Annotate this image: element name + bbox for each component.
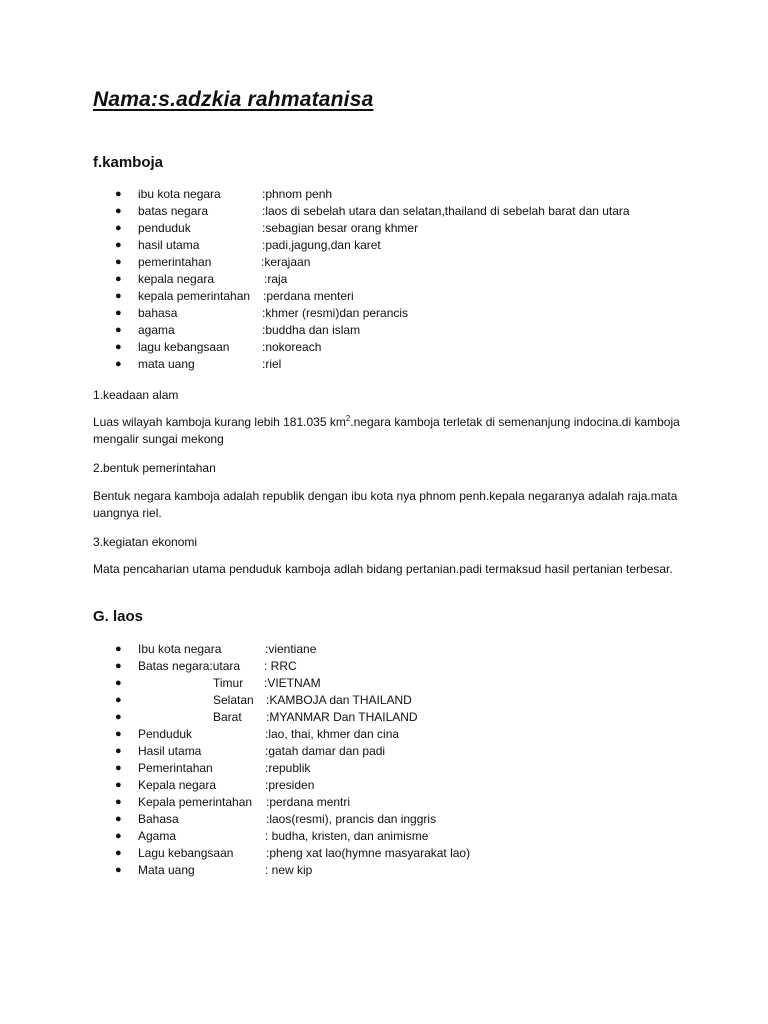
- bullet-icon: ●: [115, 813, 122, 825]
- bullet-icon: ●: [115, 307, 122, 319]
- bullet-icon: ●: [115, 779, 122, 791]
- bullet-icon: ●: [115, 643, 122, 655]
- bullet-icon: ●: [115, 290, 122, 302]
- paragraph-bentuk-pemerintahan: Bentuk negara kamboja adalah republik dengan ibu kota nya phnom penh.kepala negaranya adalah raja.mata uangnya riel.: [93, 489, 678, 520]
- document-title: Nama:s.adzkia rahmatanisa: [93, 88, 374, 111]
- bullet-icon: ●: [115, 830, 122, 842]
- bullet-icon: ●: [115, 728, 122, 740]
- section-title-keadaan-alam: 1.keadaan alam: [93, 388, 179, 402]
- bullet-icon: ●: [115, 796, 122, 808]
- bullet-icon: ●: [115, 222, 122, 234]
- document-page: Nama:s.adzkia rahmatanisa f.kamboja ● ibu kota negara :phnom penh ● batas negara :laos di sebelah utara dan selatan,thailand di sebelah barat dan utara ● penduduk :sebagian besar orang khmer ● hasil utama :padi,jagung,dan karet ● pemerintahan :kerajaan ● kepala negara :raja ● kepala pemerintahan :perdana menteri ● bahasa :khmer (resmi)dan perancis ● agama :buddha dan islam ● lagu kebangsaan :nokoreach ● mata uang :riel 1.keadaan alam Luas wilayah kamboja kurang lebih 181.035 $km^2.negara$ kamboja terletak di semenanjung indocina.di kamboja mengalir sungai mekong 2.bentuk pemerintahan Bentuk negara kamboja adalah republik dengan ibu kota nya phnom penh.kepala negaranya adalah raja.mata uangnya riel. 3.kegiatan ekonomi Mata pencaharian utama penduduk kamboja adlah bidang pertanian.padi termaksud hasil pertanian terbesar. G. laos ● Ibu kota negara :vientiane ● Batas negara:utara : RRC ● Timur :VIETNAM ● Selatan :KAMBOJA dan THAILAND ● Barat :MYANMAR Dan THAILAND ● Penduduk :lao, thai, khmer dan cina ● Hasil utama :gatah damar dan padi ● Pemerintahan :republik ● Kepala negara :presiden ● Kepala pemerintahan :perdana mentri ● Bahasa :laos(resmi), prancis dan inggris ● Agama : budha, kristen, dan animisme ● Lagu kebangsaan :pheng xat lao(hymne masyarakat lao) ● Mata uang : new kip: [0, 0, 768, 1024]
- bullet-icon: ●: [115, 762, 122, 774]
- bullet-icon: ●: [115, 256, 122, 268]
- bullet-icon: ●: [115, 239, 122, 251]
- bullet-icon: ●: [115, 273, 122, 285]
- bullet-icon: ●: [115, 324, 122, 336]
- bullet-icon: ●: [115, 694, 122, 706]
- bullet-icon: ●: [115, 711, 122, 723]
- paragraph-keadaan-alam: Luas wilayah kamboja kurang lebih 181.035 $km^2.negara$ kamboja terletak di semenanjung indocina.di kamboja mengalir sungai mekong: [93, 414, 680, 446]
- section-heading-kamboja: f.kamboja: [93, 154, 164, 171]
- bullet-icon: ●: [115, 358, 122, 370]
- bullet-icon: ●: [115, 864, 122, 876]
- bullet-icon: ●: [115, 847, 122, 859]
- bullet-icon: ●: [115, 660, 122, 672]
- bullet-icon: ●: [115, 745, 122, 757]
- bullet-icon: ●: [115, 188, 122, 200]
- bullet-icon: ●: [115, 341, 122, 353]
- bullet-icon: ●: [115, 677, 122, 689]
- section-heading-laos: G. laos: [93, 608, 144, 625]
- section-title-kegiatan-ekonomi: 3.kegiatan ekonomi: [93, 535, 198, 549]
- section-title-bentuk-pemerintahan: 2.bentuk pemerintahan: [93, 461, 216, 475]
- bullet-icon: ●: [115, 205, 122, 217]
- paragraph-kegiatan-ekonomi: Mata pencaharian utama penduduk kamboja adlah bidang pertanian.padi termaksud hasil pertanian terbesar.: [93, 562, 673, 576]
